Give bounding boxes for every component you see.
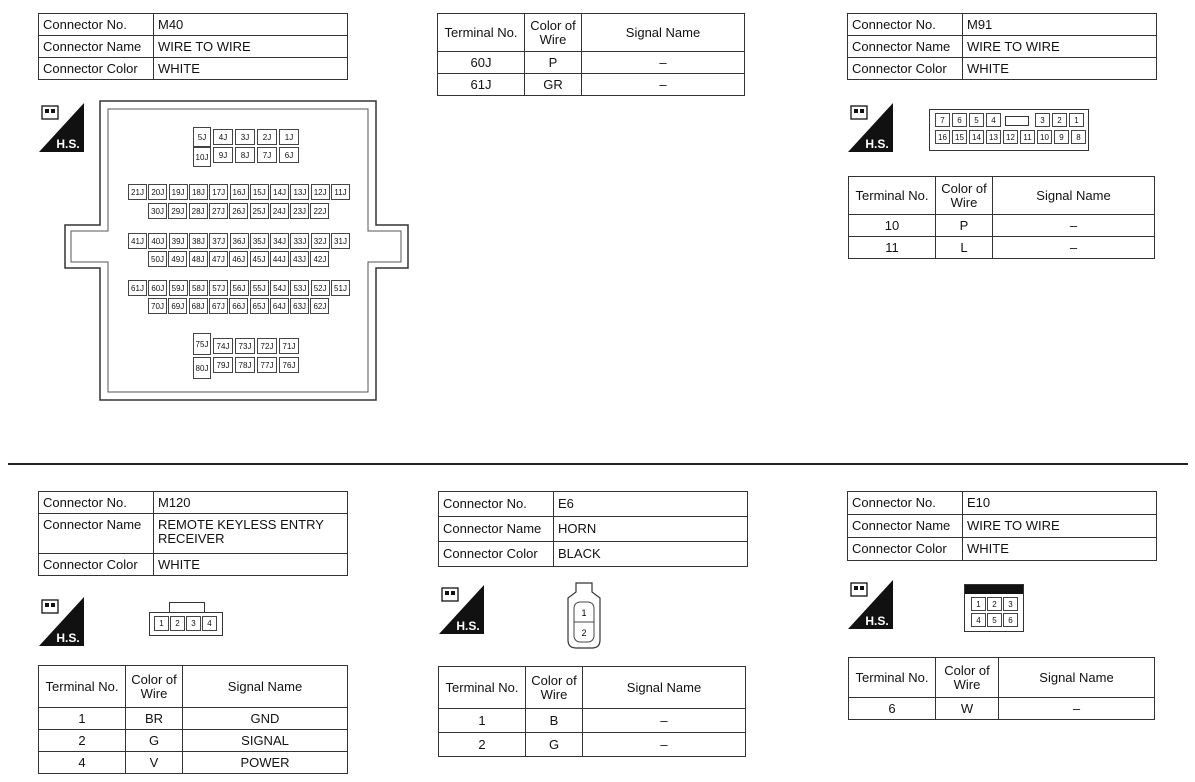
hs-label: H.S. [865,614,889,628]
pin-cell: 37J [209,233,228,249]
label: Connector No. [848,492,963,515]
pin-cell: 22J [310,203,329,219]
cell-signal: – [999,698,1155,720]
pin-cell: 78J [235,357,255,373]
pin-cell: 66J [229,298,248,314]
header-terminal: Terminal No. [439,667,526,709]
pin-cell: 79J [213,357,233,373]
pin-cell: 1 [1069,113,1084,127]
cell-color: W [936,698,999,720]
cell-terminal: 2 [439,733,526,757]
pin-cell: 67J [209,298,228,314]
pin-cell: 16J [230,184,249,200]
pin-cell: 14 [969,130,984,144]
connector-name: REMOTE KEYLESS ENTRY RECEIVER [154,514,348,554]
hs-label: H.S. [56,631,80,645]
hs-svg [848,580,893,629]
label: Connector Name [439,517,554,542]
connector-no: M120 [154,492,348,514]
hs-label: H.S. [865,137,889,151]
e10-lock-bar [965,585,1023,594]
pin-cell: 29J [168,203,187,219]
pin-cell: 12 [1003,130,1018,144]
cell-color: GR [525,74,582,96]
pin-cell: 2J [257,129,277,145]
pin-cell: 50J [148,251,167,267]
pin-cell: 31J [331,233,350,249]
pin-cell: 8J [235,147,255,163]
hs-svg [39,597,84,646]
cell-signal: – [583,709,746,733]
cell-terminal: 61J [438,74,525,96]
header-color: Color of Wire [936,658,999,698]
pin-cell: 28J [189,203,208,219]
pin-cell: 71J [279,338,299,354]
m120-connector-face [149,602,223,636]
pin-cell: 7J [257,147,277,163]
e10-connector-face [964,584,1024,632]
pin-cell: 43J [290,251,309,267]
e6-connector-face [562,582,606,650]
pin-cell: 32J [311,233,330,249]
header-signal: Signal Name [993,177,1155,215]
cell-color: P [525,52,582,74]
pin-cell: 6 [952,113,967,127]
pin-cell: 3J [235,129,255,145]
pin-cell: 9J [213,147,233,163]
m91-connector-face [929,109,1089,151]
pin-cell: 15J [250,184,269,200]
cell-terminal: 1 [39,708,126,730]
pin-cell: 24J [270,203,289,219]
pin-cell: 42J [310,251,329,267]
connector-no: M91 [963,14,1157,36]
cell-color: V [126,752,183,774]
header-terminal: Terminal No. [438,14,525,52]
m91-key-slot [1005,116,1029,126]
label: Connector Color [848,538,963,561]
pin-cell: 11J [331,184,350,200]
pin-cell: 2 [987,597,1002,611]
pin-cell: 74J [213,338,233,354]
connector-name: WIRE TO WIRE [154,36,348,58]
e10-terminal-table [848,657,1155,720]
label: Connector Name [848,515,963,538]
cell-signal: – [582,52,745,74]
cell-signal: GND [183,708,348,730]
pin-cell: 17J [209,184,228,200]
pin-cell: 13J [290,184,309,200]
cell-terminal: 1 [439,709,526,733]
pin-cell: 76J [279,357,299,373]
pin-cell: 26J [229,203,248,219]
header-terminal: Terminal No. [849,177,936,215]
connector-color: BLACK [554,542,748,567]
label: Connector Color [39,58,154,80]
connector-no: E6 [554,492,748,517]
pin-cell: 8 [1071,130,1086,144]
cell-terminal: 60J [438,52,525,74]
header-color: Color of Wire [526,667,583,709]
pin-cell: 20J [148,184,167,200]
cell-signal: SIGNAL [183,730,348,752]
harness-side-icon [848,103,893,152]
cell-color: B [526,709,583,733]
header-signal: Signal Name [582,14,745,52]
cell-terminal: 2 [39,730,126,752]
pin-cell: 6 [1003,613,1018,627]
pin-cell: 36J [230,233,249,249]
pin-cell: 38J [189,233,208,249]
pin-cell: 3 [186,616,201,631]
pin-cell: 16 [935,130,950,144]
harness-side-icon [848,580,893,629]
pin-cell: 4 [971,613,986,627]
hs-label: H.S. [456,619,480,633]
pin-cell: 58J [189,280,208,296]
cell-terminal: 4 [39,752,126,774]
pin-cell: 35J [250,233,269,249]
cell-terminal: 10 [849,215,936,237]
e6-info-table [438,491,748,567]
pin-cell: 48J [189,251,208,267]
e10-info-table [847,491,1157,561]
m40-terminal-table [437,13,745,96]
pin-label: 1 [581,608,587,618]
pin-cell: 1J [279,129,299,145]
m91-terminal-table [848,176,1155,259]
pin-cell: 62J [310,298,329,314]
header-terminal: Terminal No. [39,666,126,708]
pin-cell: 55J [250,280,269,296]
harness-side-icon [39,597,84,646]
pin-cell: 7 [935,113,950,127]
pin-cell: 14J [270,184,289,200]
section-divider [8,463,1188,465]
pin-cell: 2 [170,616,185,631]
pin-cell: 72J [257,338,277,354]
m120-terminal-table [38,665,348,774]
pin-cell: 41J [128,233,147,249]
pin-cell: 54J [270,280,289,296]
pin-cell: 4J [213,129,233,145]
pin-cell: 45J [250,251,269,267]
connector-color: WHITE [154,58,348,80]
connector-no: M40 [154,14,348,36]
m91-info-table [847,13,1157,80]
pin-cell: 10J [193,147,211,167]
cell-terminal: 11 [849,237,936,259]
label: Connector Name [39,514,154,554]
cell-signal: – [993,237,1155,259]
label: Connector No. [848,14,963,36]
pin-cell: 3 [1035,113,1050,127]
label: Connector Color [39,554,154,576]
pin-cell: 5J [193,127,211,147]
hs-label: H.S. [56,137,80,151]
pin-cell: 68J [189,298,208,314]
m40-info-table [38,13,348,80]
pin-cell: 18J [189,184,208,200]
pin-cell: 70J [148,298,167,314]
header-signal: Signal Name [999,658,1155,698]
header-color: Color of Wire [525,14,582,52]
connector-no: E10 [963,492,1157,515]
pin-cell: 65J [250,298,269,314]
pin-cell: 30J [148,203,167,219]
cell-signal: – [582,74,745,96]
pin-cell: 60J [148,280,167,296]
header-signal: Signal Name [183,666,348,708]
pin-cell: 46J [229,251,248,267]
header-terminal: Terminal No. [849,658,936,698]
connector-color: WHITE [154,554,348,576]
pin-cell: 75J [193,333,211,355]
pin-cell: 15 [952,130,967,144]
pin-cell: 49J [168,251,187,267]
connector-name: WIRE TO WIRE [963,515,1157,538]
pin-cell: 1 [154,616,169,631]
pin-cell: 1 [971,597,986,611]
pin-cell: 23J [290,203,309,219]
label: Connector Name [848,36,963,58]
pin-cell: 61J [128,280,147,296]
pin-cell: 4 [202,616,217,631]
cell-color: BR [126,708,183,730]
cell-terminal: 6 [849,698,936,720]
hs-svg [439,585,484,634]
pin-cell: 52J [311,280,330,296]
label: Connector Color [848,58,963,80]
e6-terminal-table [438,666,746,757]
pin-cell: 53J [290,280,309,296]
pin-cell: 57J [209,280,228,296]
pin-cell: 5 [969,113,984,127]
label: Connector Color [439,542,554,567]
pin-cell: 39J [169,233,188,249]
harness-side-icon [439,585,484,634]
cell-color: G [526,733,583,757]
label: Connector No. [39,14,154,36]
pin-cell: 19J [169,184,188,200]
m120-info-table [38,491,348,576]
cell-signal: – [993,215,1155,237]
pin-cell: 63J [290,298,309,314]
cell-signal: POWER [183,752,348,774]
pin-cell: 2 [1052,113,1067,127]
cell-signal: – [583,733,746,757]
pin-cell: 3 [1003,597,1018,611]
pin-cell: 64J [270,298,289,314]
cell-color: P [936,215,993,237]
pin-cell: 9 [1054,130,1069,144]
connector-name: WIRE TO WIRE [963,36,1157,58]
pin-cell: 13 [986,130,1001,144]
pin-cell: 21J [128,184,147,200]
pin-cell: 10 [1037,130,1052,144]
pin-cell: 5 [987,613,1002,627]
pin-cell: 56J [230,280,249,296]
label: Connector No. [439,492,554,517]
header-signal: Signal Name [583,667,746,709]
pin-cell: 12J [311,184,330,200]
cell-color: L [936,237,993,259]
pin-cell: 47J [209,251,228,267]
connector-name: HORN [554,517,748,542]
connector-color: WHITE [963,58,1157,80]
pin-cell: 34J [270,233,289,249]
label: Connector No. [39,492,154,514]
connector-color: WHITE [963,538,1157,561]
pin-cell: 40J [148,233,167,249]
pin-cell: 11 [1020,130,1035,144]
pin-cell: 33J [290,233,309,249]
pin-cell: 4 [986,113,1001,127]
pin-cell: 73J [235,338,255,354]
cell-color: G [126,730,183,752]
header-color: Color of Wire [126,666,183,708]
pin-label: 2 [581,628,587,638]
pin-cell: 6J [279,147,299,163]
pin-cell: 80J [193,357,211,379]
pin-cell: 59J [169,280,188,296]
pin-cell: 44J [270,251,289,267]
label: Connector Name [39,36,154,58]
pin-cell: 77J [257,357,277,373]
pin-cell: 25J [250,203,269,219]
hs-svg [848,103,893,152]
pin-cell: 69J [168,298,187,314]
pin-cell: 51J [331,280,350,296]
pin-cell: 27J [209,203,228,219]
header-color: Color of Wire [936,177,993,215]
